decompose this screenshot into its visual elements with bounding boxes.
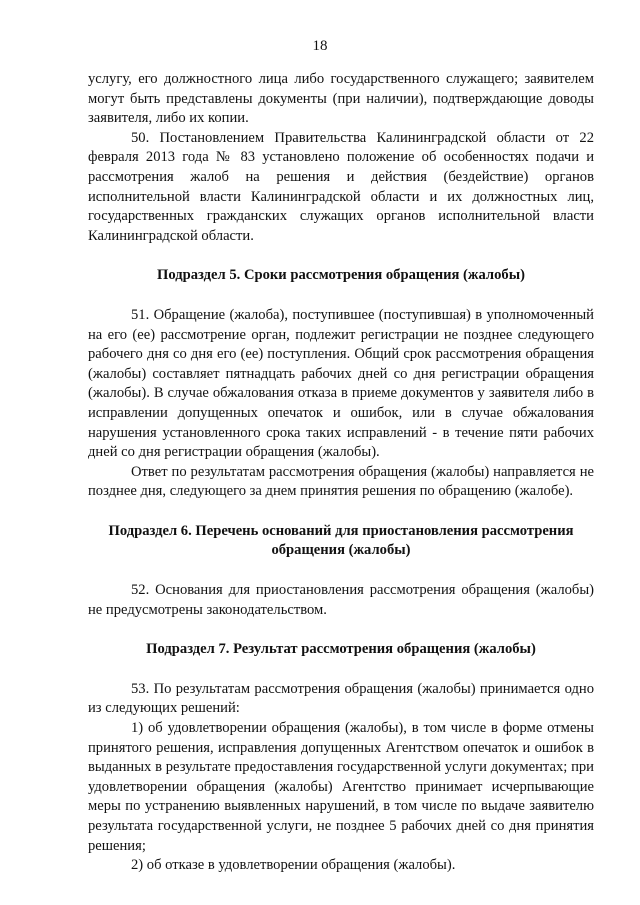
paragraph: 52. Основания для приостановления рассмотрения обращения (жалобы) не предусмотрены законодательством.: [88, 582, 594, 618]
paragraph: 2) об отказе в удовлетворении обращения (жалобы).: [131, 857, 456, 874]
paragraph: 50. Постановлением Правительства Калининградской области от 22 февраля 2013 года № 83 установлено положение об особенностях подачи и рассмотрения жалоб на решения и действия (бездействие) органов исполнительной власти Калининградской области и их должностных лиц, государственных гражданских служащих органов исполнительной власти Калининградской области.: [88, 129, 594, 244]
spacer: [88, 561, 594, 581]
spacer: [88, 246, 594, 266]
paragraph: услугу, его должностного лица либо государственного служащего; заявителем могут быть представлены документы (при наличии), подтверждающие доводы заявителя, либо их копии.: [88, 71, 594, 127]
section-heading: Подраздел 7. Результат рассмотрения обращения (жалобы): [146, 641, 536, 658]
spacer: [88, 502, 594, 522]
document-body: [88, 70, 594, 876]
paragraph: Ответ по результатам рассмотрения обращения (жалобы) направляется не позднее дня, следующего за днем принятия решения по обращению (жалобе).: [88, 463, 594, 500]
spacer: [88, 286, 594, 306]
paragraph: 53. По результатам рассмотрения обращения (жалобы) принимается одно из следующих решений:: [88, 680, 594, 717]
spacer: [88, 620, 594, 640]
paragraph: 1) об удовлетворении обращения (жалобы), в том числе в форме отмены принятого решения, исправления допущенных Агентством опечаток и ошибок в выданных в результате предоставления государственной услуги документах; при удовлетворении обращения (жалобы) Агентство принимает исчерпывающие меры по устранению выявленных нарушений, в том числе по выдаче заявителю результата государственной услуги, не позднее 5 рабочих дней со дня принятия решения;: [88, 720, 594, 854]
page-number: 18: [312, 38, 328, 54]
spacer: [88, 660, 594, 680]
section-heading: Подраздел 6. Перечень оснований для приостановления рассмотрения обращения (жалобы): [108, 522, 574, 559]
paragraph: 51. Обращение (жалоба), поступившее (поступившая) в уполномоченный на его (ее) рассмотрение орган, подлежит регистрации не позднее следующего рабочего дня со дня его (ее) поступления. Общий срок рассмотрения обращения (жалобы) составляет пятнадцать рабочих дней со дня регистрации обращения (жалобы). В случае обжалования отказа в приеме документов у заявителя либо в исправлении допущенных опечаток и ошибок, или в случае обжалования нарушения установленного срока таких исправлений - в течение пяти рабочих дней со дня регистрации обращения (жалобы).: [88, 306, 594, 461]
section-heading: Подраздел 5. Сроки рассмотрения обращения (жалобы): [157, 267, 525, 284]
